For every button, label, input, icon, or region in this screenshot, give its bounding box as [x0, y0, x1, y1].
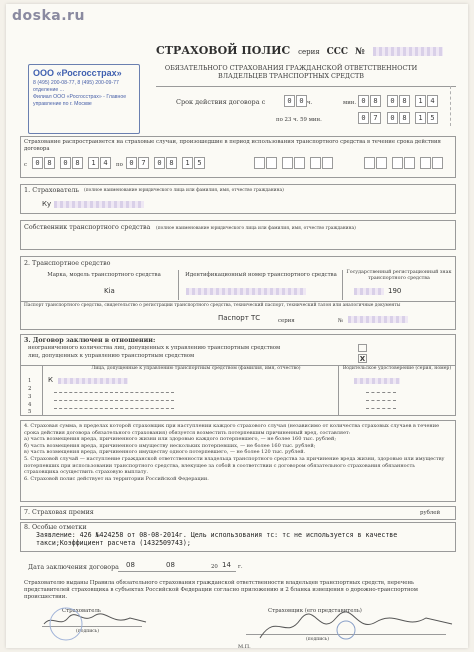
issue-year: 14	[222, 561, 231, 569]
redacted-number	[373, 47, 443, 56]
stamp-line: управление по г. Москве	[33, 101, 92, 107]
redacted-driver	[58, 378, 128, 384]
digit: 0	[284, 95, 295, 107]
digit: 0	[32, 157, 43, 169]
vehicle-series-label: серия	[278, 318, 295, 324]
period-from-label: с	[24, 162, 28, 168]
digit: 0	[358, 95, 369, 107]
number-label: №	[354, 47, 365, 57]
term-from-time	[284, 95, 307, 107]
premium-label: 7. Страховая премия	[24, 509, 94, 516]
digit: 5	[194, 157, 205, 169]
period-empty-boxes	[254, 157, 333, 169]
sum-b: б) часть возмещения вреда, причиненного имуществу нескольких потерпевших, — не более 160 тыс. рублей;	[24, 442, 316, 449]
digit: 7	[138, 157, 149, 169]
period-from	[32, 157, 111, 169]
digit: 1	[415, 112, 426, 124]
issue-suffix: г.	[238, 564, 243, 570]
digit: 0	[358, 112, 369, 124]
owner-label: Собственник транспортного средства	[24, 224, 151, 231]
redacted-license	[354, 378, 400, 384]
stamp-circle	[46, 604, 86, 644]
period-text: Страхование распространяется на страховые случаи, произошедшие в период использования транспортного средства в течение срока действия договора	[24, 139, 441, 152]
digit: 5	[427, 112, 438, 124]
driver-row-num: 1	[28, 378, 32, 384]
special-text: Заявление: 426 №424258 от 08-08-2014г. Цель использования тс: тс не используется в качестве такси;Коэффициент расчета (1432509743);	[36, 531, 398, 547]
drivers-option-listed: лиц, допущенных к управлению транспортным средством	[28, 353, 195, 359]
checkbox-unlimited	[358, 344, 367, 352]
vehicle-col-vin: Идентификационный номер транспортного средства	[185, 272, 337, 278]
footer-text: Страхователю выданы Правила обязательного страхования гражданской ответственности владельцев транспортных средств, перечень представителей страховщика в субъектах Российской Федерации согласно приложению и 2 бланка извещения о дорожно-транспортном происшествии.	[24, 580, 418, 600]
driver-row-num: 3	[28, 394, 32, 400]
insurant-value: Ку	[42, 200, 52, 208]
stamp-line: отделение ...	[33, 87, 65, 93]
hours-label: ч.	[307, 100, 313, 106]
period-to	[126, 157, 205, 169]
insurer-stamp	[28, 64, 140, 134]
signature-hint: (подпись)	[76, 629, 99, 634]
vehicle-doc-label: Паспорт транспортного средства, свидетельство о регистрации транспортного средства, технический паспорт, технический талон или аналогичные документы	[24, 303, 401, 308]
vehicle-col-plate: Государственный регистрационный знак транспортного средства	[346, 270, 452, 281]
digit: 8	[399, 112, 410, 124]
digit: 0	[296, 95, 307, 107]
insurant-label: 1. Страхователь	[24, 186, 80, 194]
sum-intro: 4. Страховая сумма, в пределах которой страховщик при наступлении каждого страхового случая (независимо от количества страховых случаев в течение срока действия договора обязательного страхования) обязуется возместить потерпевшим причиненный вред, составляет:	[24, 423, 440, 436]
policy-sheet	[6, 4, 468, 648]
digit: 1	[415, 95, 426, 107]
digit: 0	[60, 157, 71, 169]
vehicle-doc-value: Паспорт ТС	[218, 314, 261, 322]
digit: 0	[387, 95, 398, 107]
vehicle-col-make: Марка, модель транспортного средства	[47, 272, 161, 278]
digit: 1	[182, 157, 193, 169]
sum-text	[24, 423, 450, 482]
special-label: 8. Особые отметки	[24, 524, 87, 531]
redacted-plate	[354, 288, 384, 295]
redacted-name	[54, 201, 144, 208]
driver-row-num: 4	[28, 402, 32, 408]
insurer-signature-label: Страховщик (его представитель)	[268, 608, 362, 614]
digit: 1	[88, 157, 99, 169]
drivers-label: 3. Договор заключен в отношении:	[24, 337, 156, 344]
issue-year-prefix: 20	[211, 564, 218, 570]
signature-hint: (подпись)	[306, 637, 329, 642]
drivers-col-persons: Лица, допущенные к управлению транспортным средством (фамилия, имя, отчество)	[91, 366, 301, 371]
sum-note6: 6. Страховой полис действует на территории Российской Федерации.	[24, 475, 209, 482]
digit: 8	[44, 157, 55, 169]
series-label: серия	[298, 48, 320, 56]
issue-label: Дата заключения договора	[28, 564, 119, 571]
insurant-signature-label: Страхователь	[62, 608, 101, 614]
sum-c: в) часть возмещения вреда, причиненного имуществу одного потерпевшего, — не более 120 тыс. рублей.	[24, 449, 306, 456]
digit: 0	[126, 157, 137, 169]
sum-note5: 5. Страховой случай — наступление гражданской ответственности владельца транспортного средства за причинение вреда жизни, здоровью или имуществу потерпевших при использовании транспортного средства, влекущее за собой в соответствии с договором обязательного страхования обязанность страховщика осуществить страховую выплату.	[24, 455, 445, 476]
term-to-date	[358, 112, 438, 124]
drivers-option-unlimited: неограниченного количества лиц, допущенных к управлению транспортным средством	[28, 345, 281, 351]
subtitle-line: ОБЯЗАТЕЛЬНОГО СТРАХОВАНИЯ ГРАЖДАНСКОЙ ОТВЕТСТВЕННОСТИ	[164, 64, 418, 72]
owner-hint: (полное наименование юридического лица или фамилия, имя, отчество гражданина)	[156, 226, 356, 231]
driver-row-num: 5	[28, 409, 32, 415]
redacted-vin	[186, 288, 306, 295]
page-subtitle	[156, 64, 426, 80]
issue-day: 08	[126, 561, 135, 569]
digit: 4	[100, 157, 111, 169]
stamp-line: 8 (495) 200-08-77, 8 (495) 200-09-77	[33, 80, 119, 86]
vehicle-plate: 190	[388, 287, 402, 295]
drivers-col-license: Водительское удостоверение (серия, номер)	[342, 366, 452, 371]
digit: 8	[72, 157, 83, 169]
watermark: doska.ru	[12, 8, 85, 24]
issue-month: 08	[166, 561, 175, 569]
period-to-label: по	[116, 162, 123, 168]
sum-a: а) часть возмещения вреда, причиненного жизни или здоровью каждого потерпевшего, — не более 160 тыс. рублей;	[24, 436, 336, 443]
insurer-signature	[256, 608, 456, 644]
digit: 8	[399, 95, 410, 107]
term-to-label: по 23 ч. 59 мин.	[276, 117, 322, 123]
digit: 8	[166, 157, 177, 169]
stamp-brand: ООО «Росгосстрах»	[33, 68, 122, 78]
driver-row-num: 2	[28, 386, 32, 392]
digit: 0	[154, 157, 165, 169]
series-value: ССС	[326, 47, 349, 57]
vehicle-label: 2. Транспортное средство	[24, 260, 111, 267]
minutes-label: мин.	[343, 100, 357, 106]
insurant-hint: (полное наименование юридического лица или фамилия, имя, отчество гражданина)	[84, 188, 284, 193]
page-title	[156, 44, 443, 57]
vehicle-make: Kia	[104, 287, 115, 295]
premium-currency: рублей	[420, 510, 441, 516]
mp-label: М.П.	[238, 644, 251, 650]
period-empty-boxes	[364, 157, 443, 169]
stamp-line: Филиал ООО «Росгосстрах» - Главное	[33, 94, 127, 100]
subtitle-line: ВЛАДЕЛЬЦЕВ ТРАНСПОРТНЫХ СРЕДСТВ	[218, 72, 364, 80]
digit: 0	[387, 112, 398, 124]
title-text: СТРАХОВОЙ ПОЛИС	[156, 44, 291, 57]
term-label: Срок действия договора с	[176, 98, 266, 106]
digit: 7	[370, 112, 381, 124]
vehicle-number-label: №	[338, 318, 344, 324]
digit: 8	[370, 95, 381, 107]
driver-name: К	[48, 376, 53, 384]
digit: 4	[427, 95, 438, 107]
redacted-doc-number	[348, 316, 408, 323]
checkbox-listed: X	[359, 355, 366, 363]
term-from-date	[358, 95, 438, 107]
